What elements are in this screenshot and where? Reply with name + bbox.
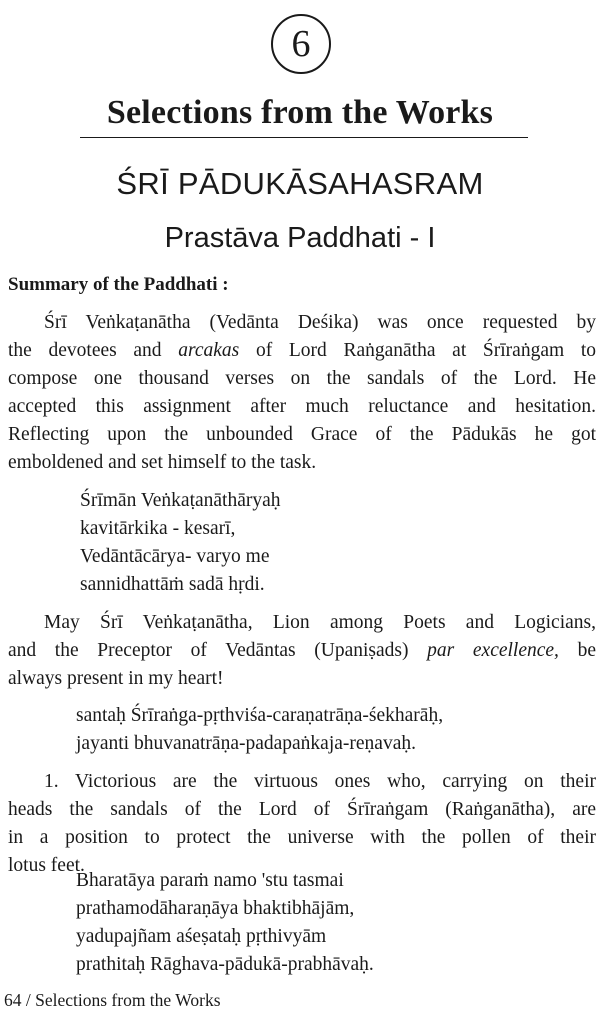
chapter-number: 6	[291, 23, 311, 65]
para1-line3: compose one thousand verses on the sandals of the Lord. He	[8, 368, 596, 389]
para2-line2-text-end: be	[558, 640, 596, 661]
verse1-line4: sannidhattāṁ sadā hṛdi.	[80, 574, 265, 595]
verse2-line2: jayanti bhuvanatrāṇa-padapaṅkaja-reṇavaḥ.	[76, 733, 416, 754]
chapter-number-circle	[271, 14, 331, 74]
para3-line2: heads the sandals of the Lord of Śrīraṅgam (Raṅganātha), are	[8, 799, 596, 820]
para1-line2	[8, 340, 596, 362]
para1-line2-text: the devotees and	[8, 340, 179, 361]
verse3-line3: yadupajñam aśeṣataḥ pṛthivyām	[76, 926, 327, 947]
para1-line4: accepted this assignment after much reluctance and hesitation.	[8, 396, 596, 417]
para3-line3: in a position to protect the universe with the pollen of their	[8, 827, 596, 848]
title-divider	[80, 137, 528, 138]
para3-line4: lotus feet.	[8, 855, 85, 876]
para2-line2	[8, 640, 596, 662]
para2-line2-italic: par excellence,	[427, 640, 559, 661]
page-footer: 64 / Selections from the Works	[4, 990, 221, 1010]
verse3-line4: prathitaḥ Rāghava-pādukā-prabhāvaḥ.	[76, 954, 374, 975]
para1-line2-italic: arcakas	[178, 340, 240, 361]
verse1-line2: kavitārkika - kesarī,	[80, 518, 236, 539]
verse1-line3: Vedāntācārya- varyo me	[80, 546, 270, 567]
para2-line1: May Śrī Veṅkaṭanātha, Lion among Poets and Logicians,	[44, 612, 596, 633]
para2-line3: always present in my heart!	[8, 668, 224, 689]
verse2-line1: santaḥ Śrīraṅga-pṛthviśa-caraṇatrāṇa-śekharāḥ,	[76, 705, 444, 726]
chapter-title: Selections from the Works	[106, 94, 494, 131]
section-title: Prastāva Paddhati - I	[164, 222, 436, 254]
verse3-line2: prathamodāharaṇāya bhaktibhājām,	[76, 898, 355, 919]
para1-line5: Reflecting upon the unbounded Grace of the Pādukās he got	[8, 424, 596, 445]
para1-line1: Śrī Veṅkaṭanātha (Vedānta Deśika) was once requested by	[44, 312, 596, 333]
verse1-line1: Śrīmān Veṅkaṭanāthāryaḥ	[80, 490, 281, 511]
work-title: ŚRĪ PĀDUKĀSAHASRAM	[116, 166, 484, 201]
verse3-line1: Bharatāya paraṁ namo 'stu tasmai	[76, 870, 344, 891]
summary-heading: Summary of the Paddhati :	[8, 274, 229, 295]
para2-line2-text: and the Preceptor of Vedāntas (Upaniṣads)	[8, 640, 428, 661]
para3-line1: 1. Victorious are the virtuous ones who, carrying on their	[44, 771, 596, 792]
para1-line2-text-end: of Lord Raṅganātha at Śrīraṅgam to	[239, 340, 596, 361]
para1-line6: emboldened and set himself to the task.	[8, 452, 317, 473]
